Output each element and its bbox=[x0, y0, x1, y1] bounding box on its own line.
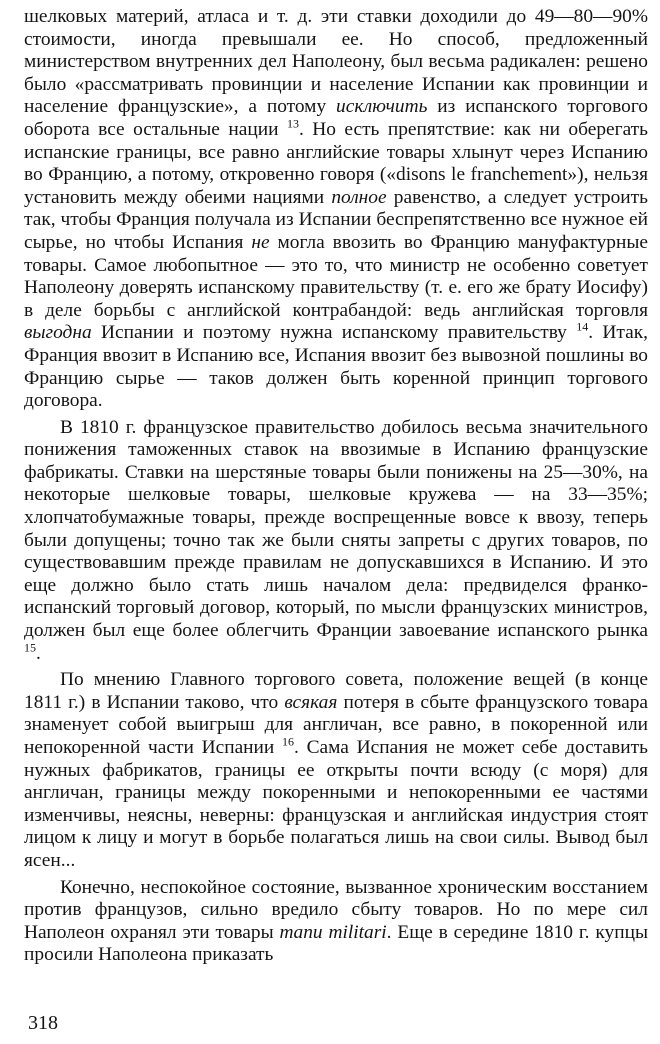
document-page bbox=[24, 6, 648, 971]
paragraph-3: По мнению Главного торгового совета, положение вещей (в конце 1811 г.) в Испании таково, что всякая потеря в сбыте французского товара знаменует собой выигрыш для англичан, все равно, в покоренной или непокоренной части Испании $^{16}$. Сама Испания не может себе доставить нужных фабрикатов, границы ее открыты почти всюду (с моря) для англичан, границы между покоренными и непокоренными ее частями изменчивы, неясны, неверны: французская и английская индустрия стоят лицом к лицу и могут в борьбе полагаться лишь на свои силы. Вывод был ясен... bbox=[24, 669, 648, 871]
paragraph-1: шелковых материй, атласа и т. д. эти ставки доходили до 49—80—90% стоимости, иногда превышали ее. Но способ, предложенный министерством внутренних дел Наполеону, был весьма радикален: решено было «рассматривать провинции и население Испании как провинции и население французские», а потому исключить из испанского торгового оборота все остальные нации $^{13}$. Но есть препятствие: как ни оберегать испанские границы, все равно английские товары хлынут через Испанию во Францию, а потому, откровенно говоря («disons le franchement»), нельзя установить между обеими нациями полное равенство, а следует устроить так, чтобы Франция получала из Испании беспрепятственно все нужное ей сырье, но чтобы Испания не могла ввозить во Францию мануфактурные товары. Самое любопытное — это то, что министр не особенно советует Наполеону доверять испанскому правительству (т. е. его же брату Иосифу) в деле борьбы с английской контрабандой: ведь английская торговля выгодна Испании и поэтому нужна испанскому правительству $^{14}$. Итак, Франция ввозит в Испанию все, Испания ввозит без вывозной пошлины во Францию сырье — таков должен быть коренной принцип торгового договора. bbox=[24, 6, 649, 412]
page-number: 318 bbox=[28, 1012, 58, 1034]
paragraph-2: В 1810 г. французское правительство добилось весьма значительного понижения таможенных ставок на ввозимые в Испанию французские фабрикаты. Ставки на шерстяные товары были понижены на 25—30%, на некоторые шелковые товары, шелковые кружева — на 33—35%; хлопчатобумажные товары, прежде воспрещенные вовсе к ввозу, теперь были допущены; точно так же были сняты запреты с других товаров, по существовавшим прежде правилам не допускавшихся в Испанию. И это еще должно было стать лишь началом дела: предвиделся франко-испанский торговый договор, который, по мысли французских министров, должен был еще более облегчить Франции завоевание испанского рынка $^{15}$. bbox=[24, 416, 648, 664]
paragraph-4: Конечно, неспокойное состояние, вызванное хроническим восстанием против французов, сильно вредило сбыту товаров. Но по мере сил Наполеон охранял эти товары manu militari. Еще в середине 1810 г. купцы просили Наполеона приказать bbox=[24, 876, 648, 966]
